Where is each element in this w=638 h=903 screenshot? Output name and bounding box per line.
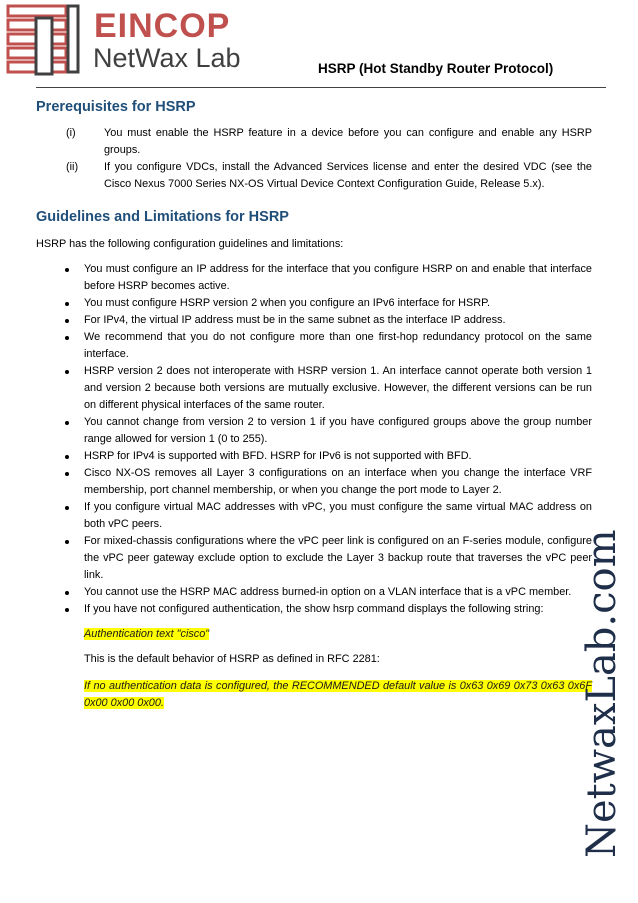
auth-string-paragraph bbox=[84, 626, 592, 643]
document-body bbox=[36, 97, 592, 712]
list-item: You cannot use the HSRP MAC address burned-in option on a VLAN interface that is a vPC member. bbox=[36, 584, 592, 601]
auth-string: Authentication text "cisco" bbox=[84, 628, 210, 640]
list-item: If you have not configured authentication, the show hsrp command displays the following string: bbox=[36, 601, 592, 618]
header-divider bbox=[36, 87, 606, 88]
list-item: You cannot change from version 2 to version 1 if you have configured groups above the group number range allowed for version 1 (0 to 255). bbox=[36, 414, 592, 448]
eincop-logo-icon bbox=[6, 4, 81, 76]
list-item-text: If you configure VDCs, install the Advanced Services license and enter the desired VDC (see the Cisco Nexus 7000 Series NX-OS Virtual Device Context Configuration Guide, Release 5.x). bbox=[104, 161, 592, 190]
list-item: HSRP for IPv4 is supported with BFD. HSRP for IPv6 is not supported with BFD. bbox=[36, 448, 592, 465]
list-marker: (i) bbox=[66, 127, 76, 139]
list-marker: (ii) bbox=[66, 161, 79, 173]
list-item bbox=[36, 159, 592, 193]
list-item: You must configure an IP address for the interface that you configure HSRP on and enable that interface before HSRP becomes active. bbox=[36, 261, 592, 295]
list-item-text: You must enable the HSRP feature in a device before you can configure and enable any HSRP groups. bbox=[104, 127, 592, 156]
brand-name: EINCOP bbox=[94, 7, 231, 45]
rfc-quote: If no authentication data is configured, the RECOMMENDED default value is 0x63 0x69 0x73 0x63 0x6F 0x00 0x00 0x00. bbox=[84, 680, 592, 709]
prerequisites-heading: Prerequisites for HSRP bbox=[36, 99, 196, 115]
list-item: We recommend that you do not configure more than one first-hop redundancy protocol on the same interface. bbox=[36, 329, 592, 363]
prerequisites-list bbox=[36, 125, 592, 193]
guidelines-heading: Guidelines and Limitations for HSRP bbox=[36, 209, 289, 225]
rfc-quote-paragraph bbox=[84, 678, 592, 712]
list-item: If you configure virtual MAC addresses with vPC, you must configure the same virtual MAC address on both vPC peers. bbox=[36, 499, 592, 533]
list-item: For IPv4, the virtual IP address must be in the same subnet as the interface IP address. bbox=[36, 312, 592, 329]
list-item: For mixed-chassis configurations where the vPC peer link is configured on an F-series module, configure the vPC peer gateway exclude option to exclude the Layer 3 backup route that traverses the vPC peer link. bbox=[36, 533, 592, 584]
list-item: You must configure HSRP version 2 when you configure an IPv6 interface for HSRP. bbox=[36, 295, 592, 312]
guidelines-intro: HSRP has the following configuration guidelines and limitations: bbox=[36, 238, 344, 250]
document-title: HSRP (Hot Standby Router Protocol) bbox=[318, 61, 554, 76]
brand-subtitle: NetWax Lab bbox=[93, 43, 241, 73]
site-watermark: NetwaxLab.com bbox=[579, 529, 625, 858]
list-item: HSRP version 2 does not interoperate with HSRP version 1. An interface cannot operate both version 1 and version 2 because both versions are mutually exclusive. However, the different versions can be run on different physical interfaces of the same router. bbox=[36, 363, 592, 414]
list-item: Cisco NX-OS removes all Layer 3 configurations on an interface when you change the interface VRF membership, port channel membership, or when you change the port mode to Layer 2. bbox=[36, 465, 592, 499]
rfc-note: This is the default behavior of HSRP as defined in RFC 2281: bbox=[84, 653, 380, 665]
guidelines-list bbox=[36, 261, 592, 618]
list-item bbox=[36, 125, 592, 159]
